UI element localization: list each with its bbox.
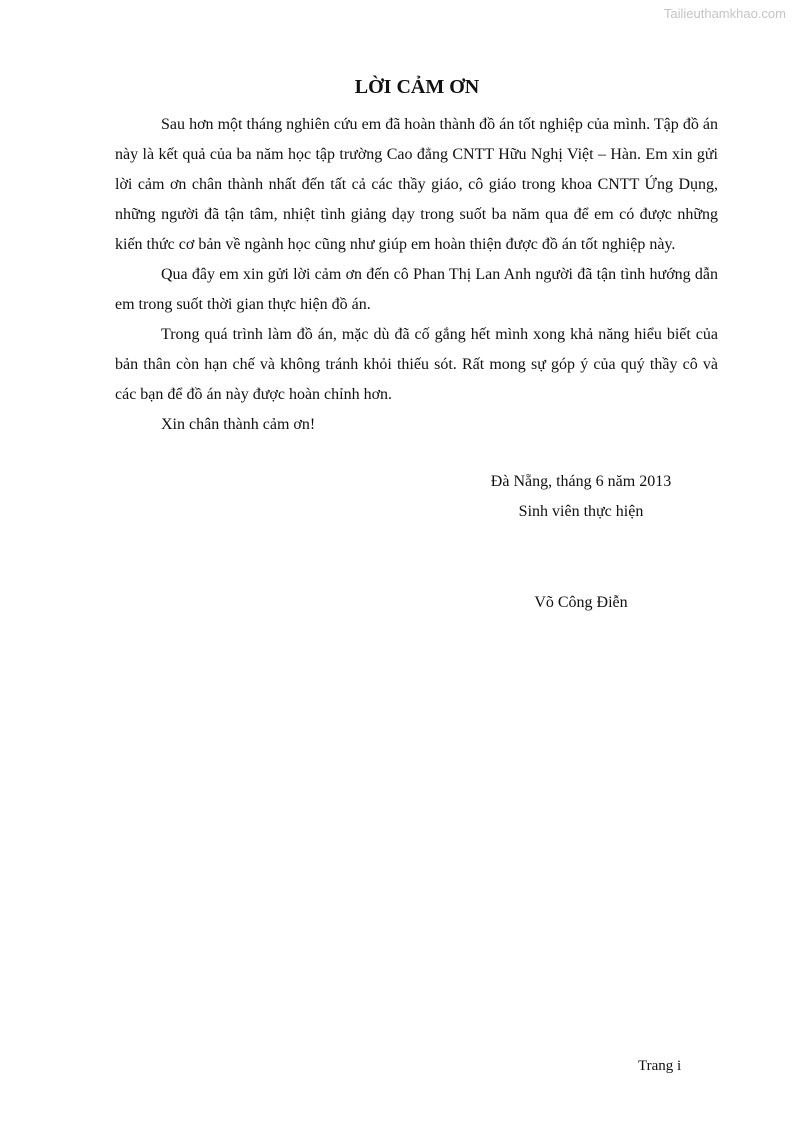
paragraph-intro: Sau hơn một tháng nghiên cứu em đã hoàn thành đồ án tốt nghiệp của mình. Tập đồ án này là kết quả của ba năm học tập trường Cao đẳng CNTT Hữu Nghị Việt – Hàn. Em xin gửi lời cảm ơn chân thành nhất đến tất cả các thầy giáo, cô giáo trong khoa CNTT Ứng Dụng, những người đã tận tâm, nhiệt tình giảng dạy trong suốt ba năm qua để em có được những kiến thức cơ bản về ngành học cũng như giúp em hoàn thiện được đồ án tốt nghiệp này. — [115, 116, 718, 253]
document-body — [115, 110, 718, 440]
watermark-text: Tailieuthamkhao.com — [663, 6, 786, 21]
paragraph-closing: Xin chân thành cảm ơn! — [161, 416, 316, 433]
paragraph-advisor-thanks: Qua đây em xin gửi lời cảm ơn đến cô Phan Thị Lan Anh người đã tận tình hướng dẫn em trong suốt thời gian thực hiện đồ án. — [115, 266, 718, 313]
signature-place-date: Đà Nẵng, tháng 6 năm 2013 — [490, 473, 672, 490]
page-title: LỜI CẢM ƠN — [354, 76, 480, 98]
signature-name: Võ Công Điễn — [534, 594, 628, 611]
paragraph-limitations: Trong quá trình làm đồ án, mặc dù đã cố gắng hết mình xong khả năng hiểu biết của bản thân còn hạn chế và không tránh khỏi thiếu sót. Rất mong sự góp ý của quý thầy cô và các bạn để đồ án này được hoàn chỉnh hơn. — [115, 326, 718, 403]
page-number: Trang i — [638, 1058, 682, 1074]
signature-role: Sinh viên thực hiện — [518, 503, 644, 520]
